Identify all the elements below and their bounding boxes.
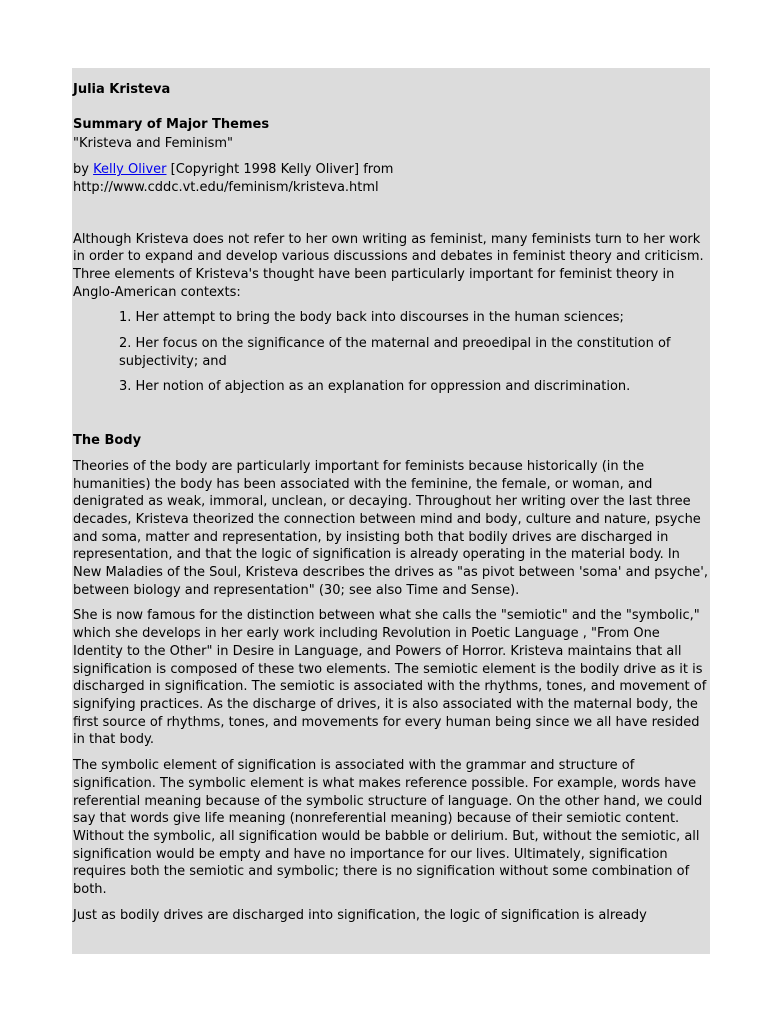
- author-link[interactable]: Kelly Oliver: [93, 162, 167, 178]
- byline-prefix: by: [73, 162, 94, 178]
- themes-list: [73, 309, 709, 396]
- list-item: 2. Her focus on the significance of the maternal and preoedipal in the constitution of subjectivity; and: [119, 336, 671, 369]
- source-url: http://www.cddc.vt.edu/feminism/kristeva.html: [73, 179, 379, 195]
- intro-paragraph: Although Kristeva does not refer to her own writing as feminist, many feminists turn to her work in order to expand and develop various discussions and debates in feminist theory and criticism. Three elements of Kristeva's thought have been particularly important for feminist theory in Anglo-American contexts:: [73, 231, 704, 300]
- body-paragraph: Theories of the body are particularly important for feminists because historically (in the humanities) the body has been associated with the feminine, the female, or woman, and denigrated as weak, immoral, unclean, or decaying. Throughout her writing over the last three decades, Kristeva theorized the connection between mind and body, culture and nature, psyche and soma, matter and representation, by insisting both that bodily drives are discharged in representation, and that the logic of signification is already operating in the material body. In New Maladies of the Soul, Kristeva describes the drives as "as pivot between 'soma' and psyche', between biology and representation" (30; see also Time and Sense).: [73, 458, 709, 598]
- body-paragraph: She is now famous for the distinction between what she calls the "semiotic" and the "symbolic," which she develops in her early work including Revolution in Poetic Language , "From One Identity to the Other" in Desire in Language, and Powers of Horror. Kristeva maintains that all signification is composed of these two elements. The semiotic element is the bodily drive as it is discharged in signification. The semiotic is associated with the rhythms, tones, and movement of signifying practices. As the discharge of drives, it is also associated with the maternal body, the first source of rhythms, tones, and movements for every human being since we all have resided in that body.: [73, 608, 707, 748]
- document-page: [72, 68, 710, 954]
- byline-copyright: [Copyright 1998 Kelly Oliver] from: [166, 162, 394, 178]
- body-paragraph: Just as bodily drives are discharged into signification, the logic of signification is already: [73, 907, 647, 923]
- list-item: 3. Her notion of abjection as an explanation for oppression and discrimination.: [119, 379, 631, 395]
- summary-heading: Summary of Major Themes: [73, 116, 270, 132]
- section-heading-body: The Body: [73, 433, 142, 449]
- document-subtitle: "Kristeva and Feminism": [73, 136, 234, 152]
- document-content: [72, 68, 710, 924]
- byline: [73, 161, 709, 196]
- body-paragraph: The symbolic element of signification is associated with the grammar and structure of signification. The symbolic element is what makes reference possible. For example, words have referential meaning because of the symbolic structure of language. On the other hand, we could say that words give life meaning (nonreferential meaning) because of their semiotic content. Without the symbolic, all signification would be babble or delirium. But, without the semiotic, all signification would be empty and have no importance for our lives. Ultimately, signification requires both the semiotic and symbolic; there is no signification without some combination of both.: [73, 758, 703, 898]
- document-title: Julia Kristeva: [73, 82, 171, 97]
- list-item: 1. Her attempt to bring the body back into discourses in the human sciences;: [119, 310, 624, 326]
